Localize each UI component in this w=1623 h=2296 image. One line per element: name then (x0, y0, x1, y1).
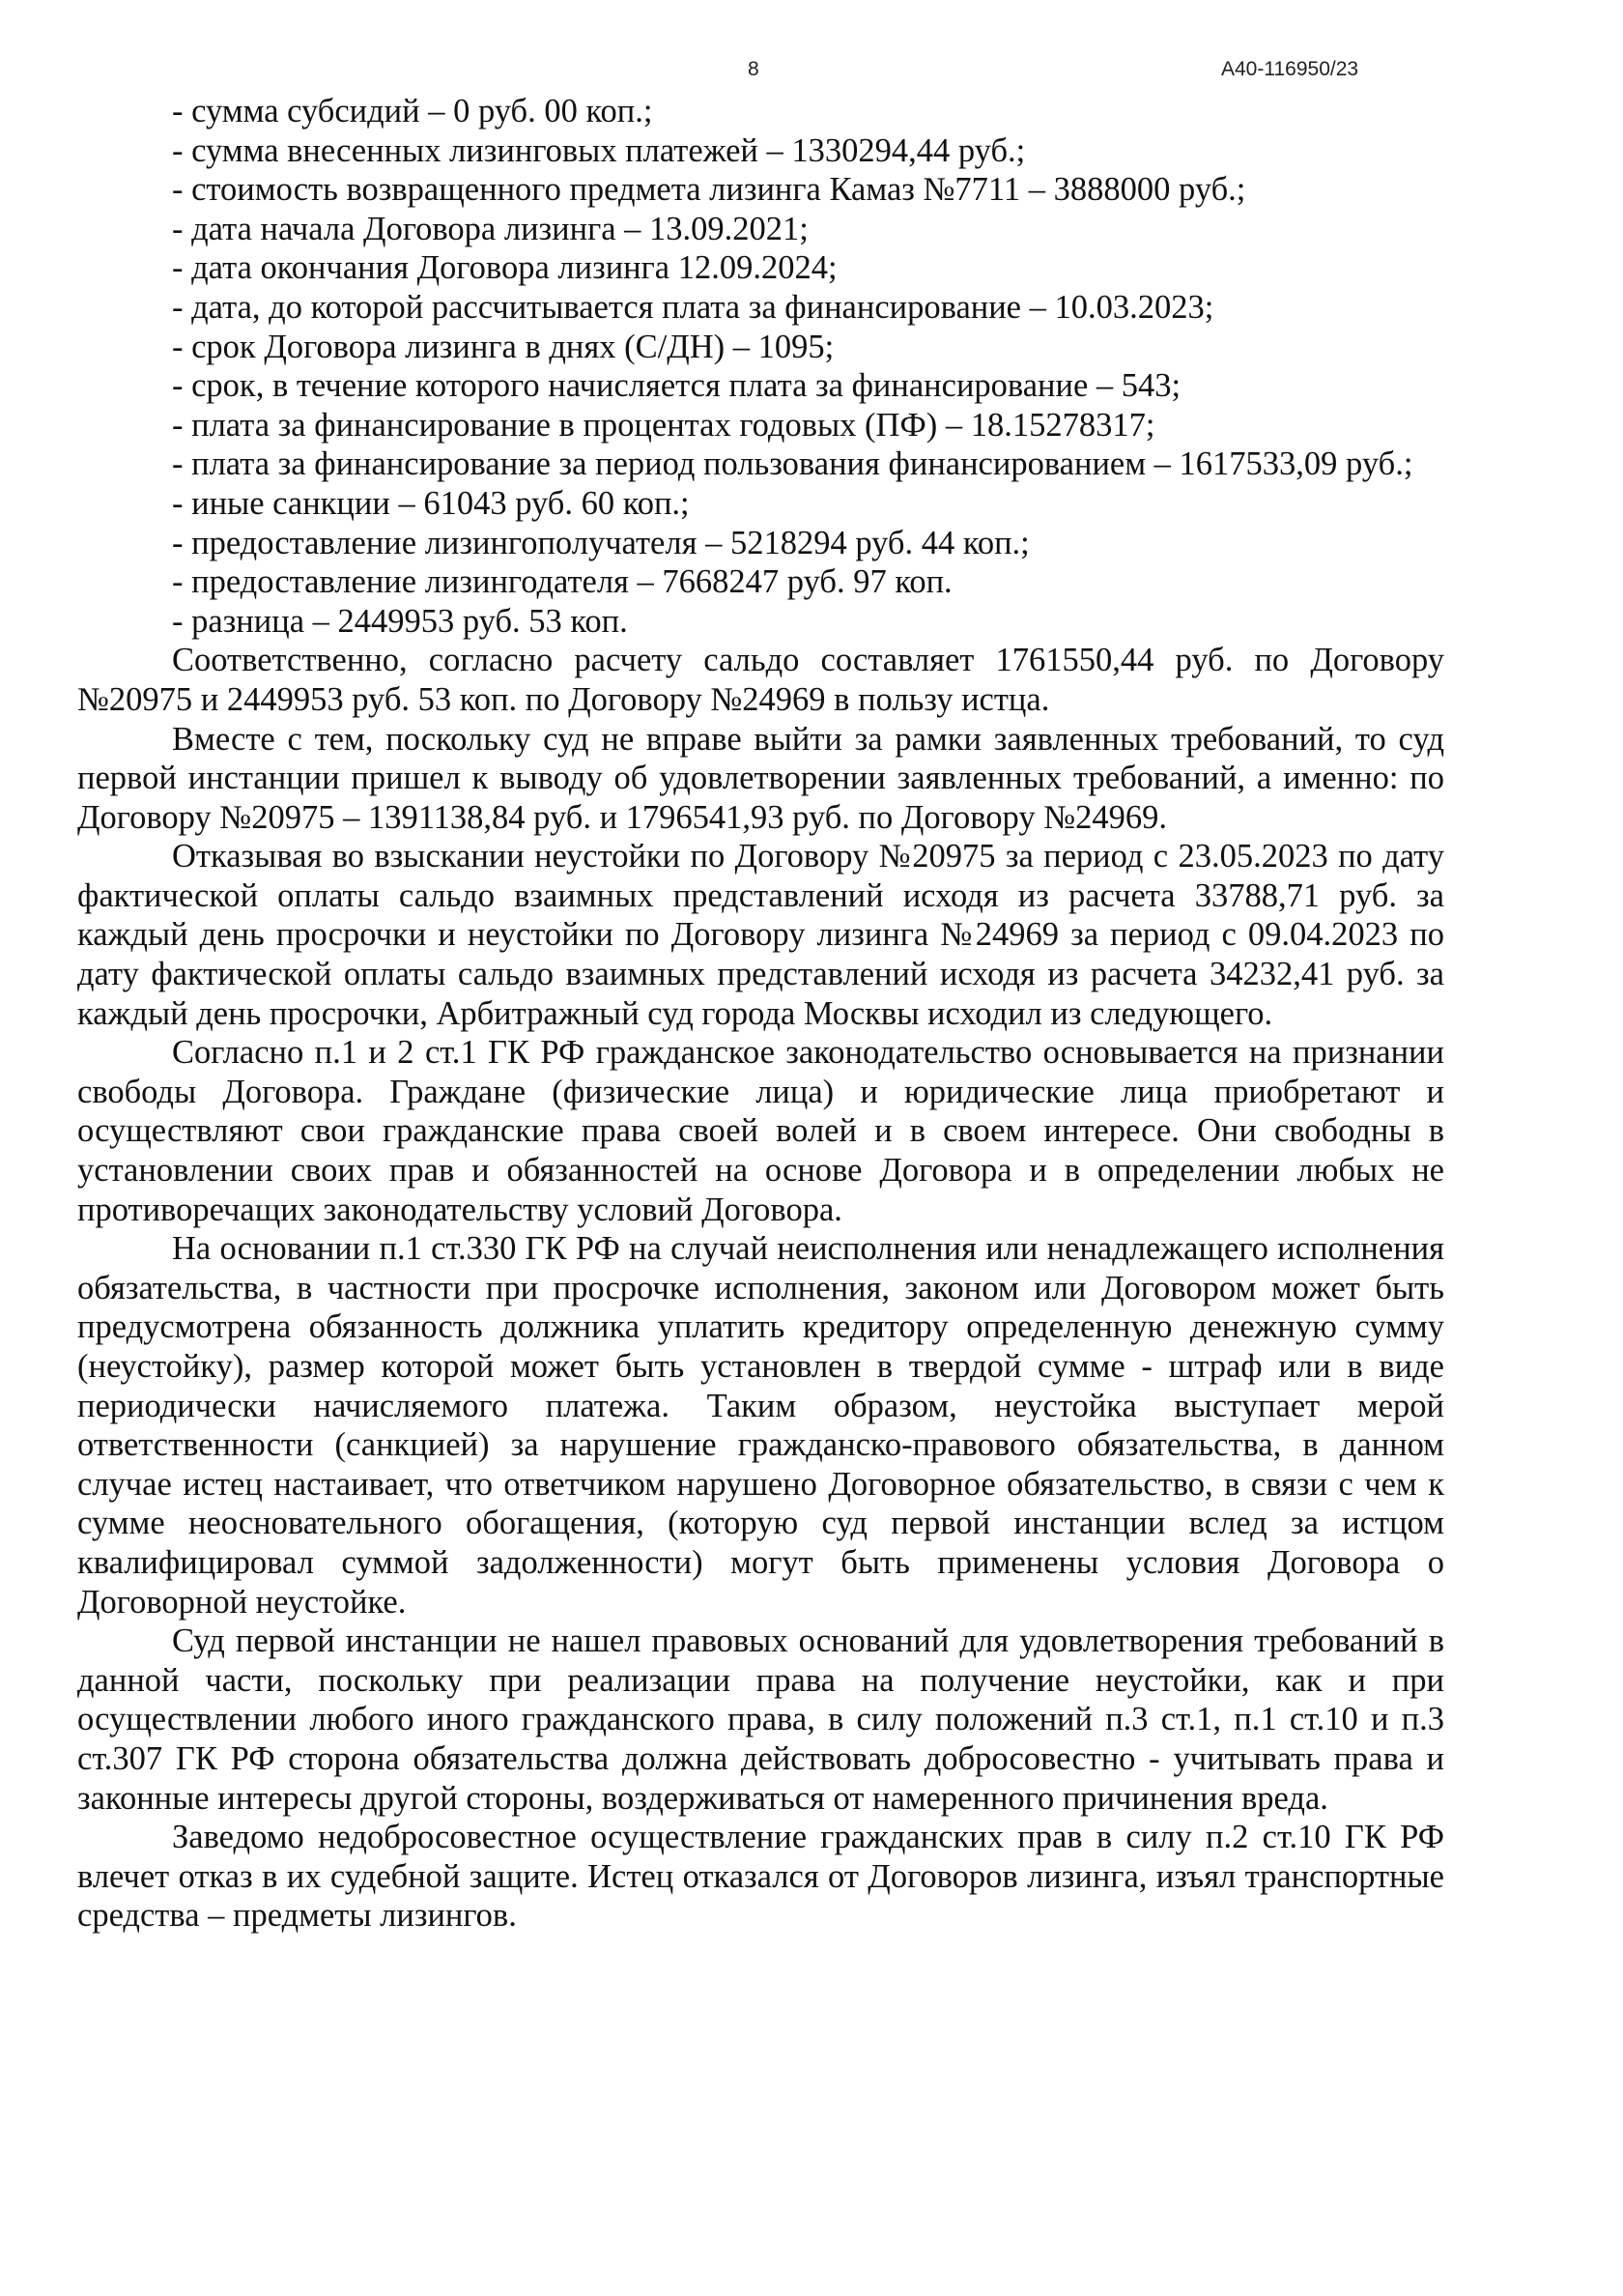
list-item: - срок, в течение которого начисляется плата за финансирование – 543; (172, 367, 1182, 405)
list-item: - дата начала Договора лизинга – 13.09.2021; (172, 210, 809, 247)
paragraph: Отказывая во взыскании неустойки по Договору №20975 за период с 23.05.2023 по дату фактической оплаты сальдо взаимных представлений исходя из расчета 33788,71 руб. за каждый день просрочки и неустойки по Договору лизинга №24969 за период с 09.04.2023 по дату фактической оплаты сальдо взаимных представлений исходя из расчета 34232,41 руб. за каждый день просрочки, Арбитражный суд города Москвы исходил из следующего. (77, 838, 1444, 1032)
list-item: - иные санкции – 61043 руб. 60 коп.; (172, 484, 690, 522)
list-item: - предоставление лизингодателя – 7668247 руб. 97 коп. (172, 563, 953, 601)
list-item: - предоставление лизингополучателя – 5218294 руб. 44 коп.; (172, 524, 1030, 561)
paragraph: Соответственно, согласно расчету сальдо составляет 1761550,44 руб. по Договору №20975 и 2449953 руб. 53 коп. по Договору №24969 в пользу истца. (77, 642, 1444, 718)
document-body (77, 92, 1444, 1936)
paragraph: Согласно п.1 и 2 ст.1 ГК РФ гражданское законодательство основывается на признании свободы Договора. Граждане (физические лица) и юридические лица приобретают и осуществляют свои гражданские права своей волей и в своем интересе. Они свободны в установлении своих прав и обязанностей на основе Договора и в определении любых не противоречащих законодательству условий Договора. (77, 1034, 1444, 1228)
list-item: - плата за финансирование за период пользования финансированием – 1617533,09 руб.; (172, 445, 1413, 483)
paragraph: На основании п.1 ст.330 ГК РФ на случай неисполнения или ненадлежащего исполнения обязательства, в частности при просрочке исполнения, законом или Договором может быть предусмотрена обязанность должника уплатить кредитору определенную денежную сумму (неустойку), размер которой может быть установлен в твердой сумме - штраф или в виде периодически начисляемого платежа. Таким образом, неустойка выступает мерой ответственности (санкцией) за нарушение гражданско-правового обязательства, в данном случае истец настаивает, что ответчиком нарушено Договорное обязательство, в связи с чем к сумме неосновательного обогащения, (которую суд первой инстанции вслед за истцом квалифицировал суммой задолженности) могут быть применены условия Договора о Договорной неустойке. (77, 1230, 1444, 1621)
list-item: - срок Договора лизинга в днях (С/ДН) – 1095; (172, 328, 835, 365)
paragraph: Суд первой инстанции не нашел правовых оснований для удовлетворения требований в данной части, поскольку при реализации права на получение неустойки, как и при осуществлении любого иного гражданского права, в силу положений п.3 ст.1, п.1 ст.10 и п.3 ст.307 ГК РФ сторона обязательства должна действовать добросовестно - учитывать права и законные интересы другой стороны, воздерживаться от намеренного причинения вреда. (77, 1622, 1444, 1817)
list-item: - сумма субсидий – 0 руб. 00 коп.; (172, 93, 653, 129)
list-item: - стоимость возвращенного предмета лизинга Камаз №7711 – 3888000 руб.; (172, 171, 1246, 209)
list-item: - разница – 2449953 руб. 53 коп. (172, 602, 628, 640)
case-number: А40-116950/23 (1221, 58, 1359, 80)
page-number: 8 (748, 58, 759, 80)
list-item: - дата окончания Договора лизинга 12.09.2024; (172, 249, 838, 287)
list-item: - плата за финансирование в процентах годовых (ПФ) – 18.15278317; (172, 406, 1155, 444)
list-item: - дата, до которой рассчитывается плата за финансирование – 10.03.2023; (172, 288, 1214, 326)
paragraph: Заведомо недобросовестное осуществление гражданских прав в силу п.2 ст.10 ГК РФ влечет отказ в их судебной защите. Истец отказался от Договоров лизинга, изъял транспортные средства – предметы лизингов. (77, 1819, 1444, 1935)
paragraph: Вместе с тем, поскольку суд не вправе выйти за рамки заявленных требований, то суд первой инстанции пришел к выводу об удовлетворении заявленных требований, а именно: по Договору №20975 – 1391138,84 руб. и 1796541,93 руб. по Договору №24969. (77, 720, 1444, 836)
list-item: - сумма внесенных лизинговых платежей – 1330294,44 руб.; (172, 131, 1026, 169)
